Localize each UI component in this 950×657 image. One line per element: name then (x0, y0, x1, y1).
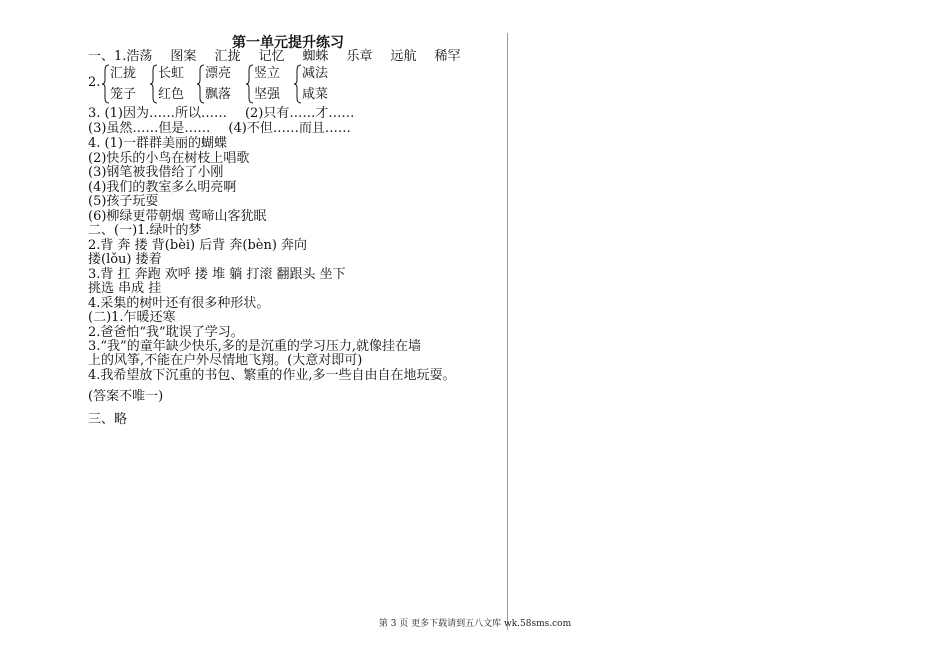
answer-line-3b (88, 121, 351, 136)
answer-text: (2)只有……才…… (244, 106, 355, 121)
answer-line-4-5: (5)孩子玩耍 (88, 194, 159, 209)
answer-line-s2-b3a: 3.“我”的童年缺少快乐,多的是沉重的学习压力,就像挂在墙 (88, 339, 421, 354)
pair-word-top: 竖立 (254, 66, 281, 81)
word: 乐章 (346, 49, 373, 64)
answer-line-s2-2b: 搂(lǒu) 搂着 (88, 252, 162, 267)
answer-text: (3)虽然……但是…… (88, 121, 211, 136)
pair-word-top: 长虹 (158, 66, 185, 81)
answer-line-s2-b1: (二)1.乍暖还寒 (88, 310, 176, 325)
word: 记忆 (258, 49, 285, 64)
answer-line-s2-b4: 4.我希望放下沉重的书包、繁重的作业,多一些自由自在地玩耍。 (88, 368, 456, 383)
answer-text: (4)不但……而且…… (228, 121, 351, 136)
answer-line-4-4: (4)我们的教室多么明亮啊 (88, 180, 237, 195)
answer-line-3a (88, 106, 354, 121)
pair-word-top: 漂亮 (205, 66, 232, 81)
pair-word-bottom: 咸菜 (302, 87, 329, 102)
brace-icon (102, 64, 110, 104)
word: 汇拢 (214, 49, 241, 64)
word: 蜘蛛 (302, 49, 329, 64)
brace-icon (294, 64, 302, 104)
answer-text: 3. (1)因为……所以…… (88, 106, 227, 121)
section-2-heading: 二、(一)1.绿叶的梦 (88, 223, 202, 238)
section-3-heading: 三、略 (88, 412, 128, 427)
column-divider (507, 33, 508, 630)
answer-number-2: 2. (88, 75, 101, 90)
word: 图案 (170, 49, 197, 64)
answer-line-s2-4: 4.采集的树叶还有很多种形状。 (88, 296, 270, 311)
answer-line-s2-b3b: 上的风筝,不能在户外尽情地飞翔。(大意对即可) (88, 353, 363, 368)
answer-line-s2-2a: 2.背 奔 搂 背(bèi) 后背 奔(bèn) 奔向 (88, 238, 308, 253)
pair-word-bottom: 笼子 (110, 87, 137, 102)
pair-word-top: 汇拢 (110, 66, 137, 81)
answer-prefix: 一、1. (88, 49, 127, 64)
answer-line-4-3: (3)钢笔被我借给了小刚 (88, 165, 224, 180)
answer-line-s2-3b: 挑选 串成 挂 (88, 281, 162, 296)
word: 远航 (390, 49, 417, 64)
answer-line-1 (88, 49, 461, 64)
pair-word-bottom: 飘落 (205, 87, 232, 102)
brace-icon (246, 64, 254, 104)
page-title: 第一单元提升练习 (232, 35, 344, 51)
word: 浩荡 (126, 49, 153, 64)
answer-note: (答案不唯一) (88, 389, 164, 404)
answer-line-4-1: 4. (1)一群群美丽的蝴蝶 (88, 136, 227, 151)
answer-line-4-2: (2)快乐的小鸟在树枝上唱歌 (88, 151, 250, 166)
pair-word-bottom: 红色 (158, 87, 185, 102)
word: 稀罕 (434, 49, 461, 64)
pair-word-top: 减法 (302, 66, 329, 81)
page-footer: 第 3 页 更多下载请到五八文库 wk.58sms.com (378, 619, 572, 629)
brace-icon (197, 64, 205, 104)
pair-word-bottom: 坚强 (254, 87, 281, 102)
answer-line-4-6: (6)柳绿更带朝烟 莺啼山客犹眠 (88, 209, 267, 224)
answer-line-s2-b2: 2.爸爸怕“我”耽误了学习。 (88, 325, 244, 340)
brace-icon (150, 64, 158, 104)
answer-line-s2-3a: 3.背 扛 奔跑 欢呼 搂 堆 躺 打滚 翻跟头 坐下 (88, 267, 346, 282)
